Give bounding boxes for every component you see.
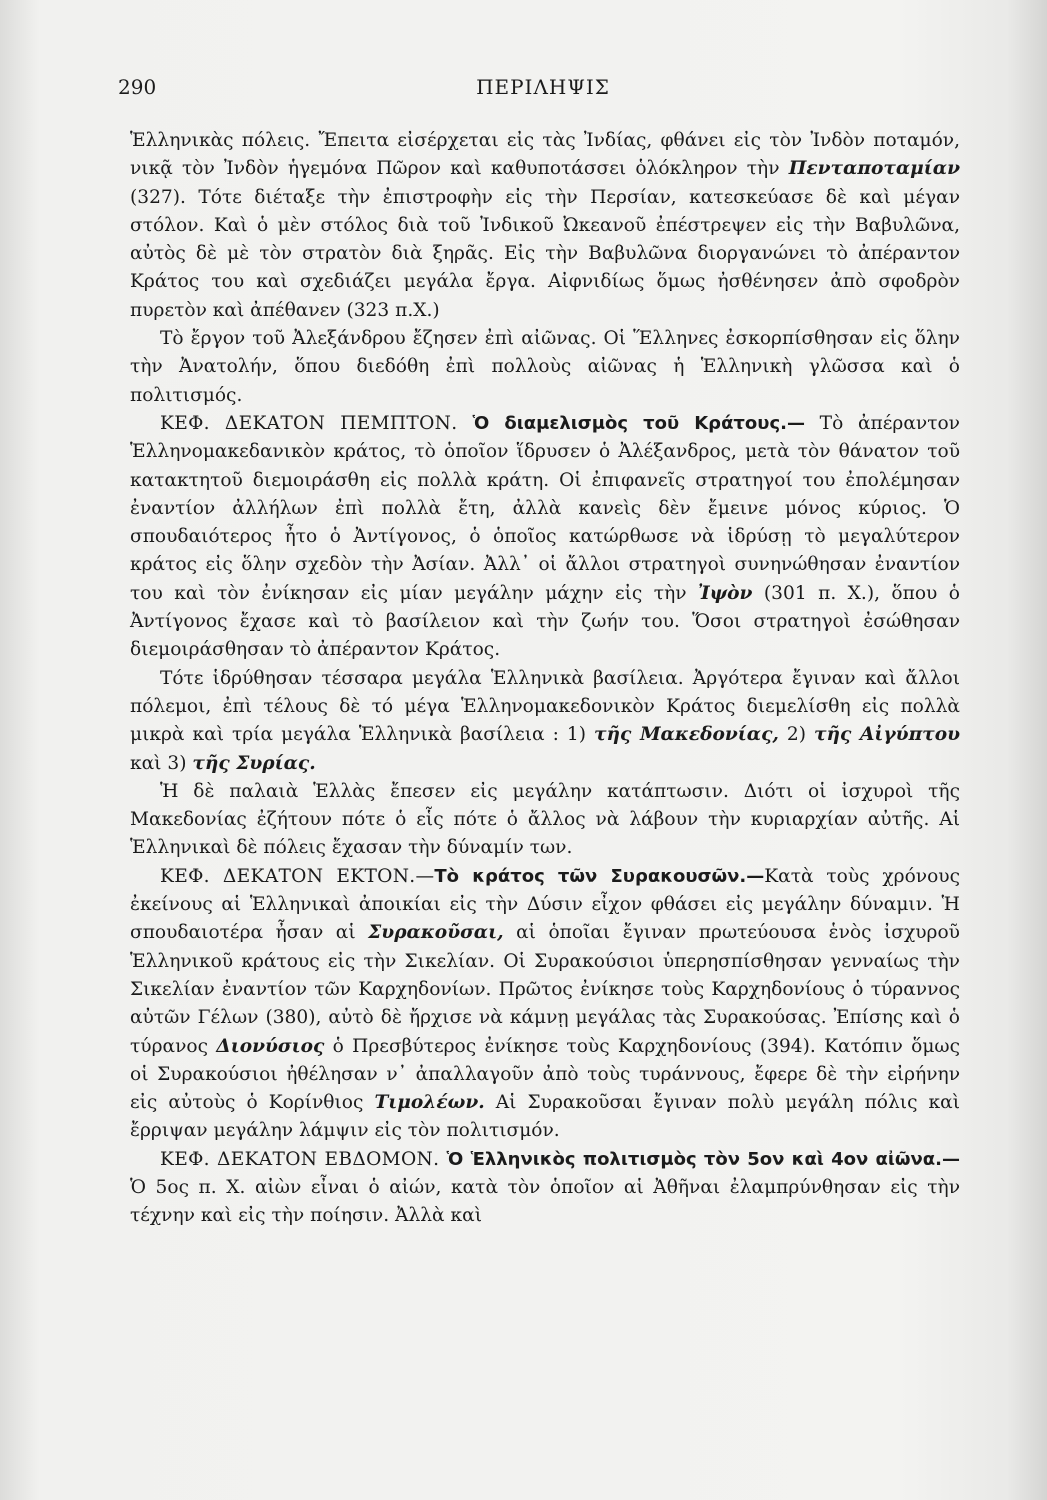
text-run: Ἑλληνικὰς πόλεις. Ἔπειτα εἰσέρχεται εἰς τὰς Ἰνδίας, φθάνει εἰς τὸν Ἰνδὸν ποταμόν, νικᾷ τὸν Ἰνδὸν ἡγεμόνα Πῶρον καὶ καθυποτάσσει ὁλόκληρον τὴν: [130, 130, 960, 180]
emphasized-term: Πενταποταμίαν: [788, 158, 960, 180]
paragraph-p5: [130, 778, 960, 863]
page-number: 290: [118, 75, 157, 99]
emphasized-term: τῆς Συρίας.: [192, 752, 316, 774]
text-run: Τότε ἱδρύθησαν τέσσαρα μεγάλα Ἑλληνικὰ βασίλεια. Ἀργότερα ἔγιναν καὶ ἄλλοι πόλεμοι, ἐπὶ τέλους δὲ τό μέγα Ἑλληνομακεδονικὸν Κράτος διεμελίσθη εἰς πολλὰ μικρὰ καὶ τρία μεγάλα Ἑλληνικὰ βασίλεια : 1): [130, 667, 960, 746]
chapter-label: ΚΕΦ. ΔΕΚΑΤΟΝ ΕΒΔΟΜΟΝ.: [160, 1148, 447, 1170]
chapter-label: ΚΕΦ. ΔΕΚΑΤΟΝ ΠΕΜΠΤΟΝ.: [160, 412, 473, 434]
emphasized-term: Τιμολέων.: [374, 1092, 485, 1114]
text-run: αἱ ὁποῖαι ἔγιναν πρωτεύουσα ἑνὸς ἰσχυροῦ Ἑλληνικοῦ κράτους εἰς τὴν Σικελίαν. Οἱ Συρακούσιοι ὑπερησπίσθησαν γενναίως τὴν Σικελίαν ἐναντίον τῶν Καρχηδονίων. Πρῶτος ἐνίκησε τοὺς Καρχηδονίους ὁ τύραννος αὐτῶν Γέλων (380), αὐτὸ δὲ ἤρχισε νὰ κάμνῃ μεγάλας τὰς Συρακούσας. Ἐπίσης καὶ ὁ τύρανος: [130, 922, 960, 1057]
paragraph-p1: [130, 127, 960, 325]
chapter-label: ΚΕΦ. ΔΕΚΑΤΟΝ ΕΚΤΟΝ.—: [160, 865, 435, 887]
paragraph-p4: [130, 665, 960, 778]
text-run: Κατὰ τοὺς χρόνους ἐκείνους αἱ Ἑλληνικαὶ ἀποικίαι εἰς τὴν Δύσιν εἶχον φθάσει εἰς μεγάλην δύναμιν. Ἡ σπουδαιοτέρα ἦσαν αἱ: [130, 865, 960, 944]
text-run: καὶ 3): [130, 752, 193, 774]
emphasized-term: Συρακοῦσαι,: [368, 922, 504, 944]
text-run: Τὸ ἔργον τοῦ Ἀλεξάνδρου ἔζησεν ἐπὶ αἰῶνας. Οἱ Ἕλληνες ἐσκορπίσθησαν εἰς ὅλην τὴν Ἀνατολήν, ὅπου διεδόθη ἐπὶ πολλοὺς αἰῶνας ἡ Ἑλληνικὴ γλῶσσα καὶ ὁ πολιτισμός.: [130, 328, 960, 406]
emphasized-term: τῆς Αἰγύπτου: [814, 724, 960, 746]
paragraph-p2: [130, 325, 960, 410]
text-run: (301 π. Χ.), ὅπου ὁ Ἀντίγονος ἔχασε καὶ τὸ βασίλειον καὶ τὴν ζωήν του. Ὅσοι στρατηγοὶ ἐσώθησαν διεμοιράσθησαν τὸ ἀπέραντον Κράτος.: [130, 582, 960, 661]
text-run: Ἡ δὲ παλαιὰ Ἑλλὰς ἔπεσεν εἰς μεγάλην κατάπτωσιν. Διότι οἱ ἰσχυροὶ τῆς Μακεδονίας ἐζήτουν πότε ὁ εἷς πότε ὁ ἄλλος νὰ λάβουν τὴν κυριαρχίαν αὐτῆς. Αἱ Ἑλληνικαὶ δὲ πόλεις ἔχασαν τὴν δύναμίν των.: [130, 780, 960, 859]
chapter-title: Ὁ Ἑλληνικὸς πολιτισμὸς τὸν 5ον καὶ 4ον αἰῶνα.—: [446, 1148, 960, 1170]
emphasized-term: Διονύσιος: [216, 1035, 325, 1057]
paragraph-p3: [130, 410, 960, 665]
text-run: (327). Τότε διέταξε τὴν ἐπιστροφὴν εἰς τὴν Περσίαν, κατεσκεύασε δὲ καὶ μέγαν στόλον. Καὶ ὁ μὲν στόλος διὰ τοῦ Ἰνδικοῦ Ὠκεανοῦ ἐπέστρεψεν εἰς τὴν Βαβυλῶνα, αὐτὸς δὲ μὲ τὸν στρατὸν διὰ ξηρᾶς. Εἰς τὴν Βαβυλῶνα διοργανώνει τὸ ἀπέραντον Κράτος του καὶ σχεδιάζει μεγάλα ἔργα. Αἰφνιδίως ὅμως ἠσθένησεν ἀπὸ σφοδρὸν πυρετὸν καὶ ἀπέθανεν (323 π.Χ.): [130, 186, 960, 321]
page-edge-shadow: [1007, 0, 1047, 1500]
emphasized-term: Ἰψὸν: [697, 582, 753, 604]
text-run: Τὸ ἀπέραντον Ἑλληνομακεδανικὸν κράτος, τὸ ὁποῖον ἵδρυσεν ὁ Ἀλέξανδρος, μετὰ τὸν θάνατον τοῦ κατακτητοῦ διεμοιράσθη εἰς πολλὰ κράτη. Οἱ ἐπιφανεῖς στρατηγοί του ἐπολέμησαν ἐναντίον ἀλλήλων ἐπὶ πολλὰ ἔτη, ἀλλὰ κανεὶς δὲν ἔμεινε μόνος κύριος. Ὁ σπουδαιότερος ἦτο ὁ Ἀντίγονος, ὁ ὁποῖος κατώρθωσε νὰ ἱδρύσῃ τὸ μεγαλύτερον κράτος εἰς ὅλην σχεδὸν τὴν Ἀσίαν. Ἀλλ᾽ οἱ ἄλλοι στρατηγοὶ συνηνώθησαν ἐναντίον του καὶ τὸν ἐνίκησαν εἰς μίαν μεγάλην μάχην εἰς τὴν: [130, 412, 960, 604]
running-title: ΠΕΡΙΛΗΨΙΣ: [476, 75, 610, 99]
emphasized-term: τῆς Μακεδονίας,: [594, 724, 779, 746]
chapter-title: Ὁ διαμελισμὸς τοῦ Κράτους.—: [472, 412, 805, 434]
paragraph-p6: [130, 863, 960, 1146]
text-run: Ὁ 5ος π. Χ. αἰὼν εἶναι ὁ αἰών, κατὰ τὸν ὁποῖον αἱ Ἀθῆναι ἐλαμπρύνθησαν εἰς τὴν τέχνην καὶ εἰς τὴν ποίησιν. Ἀλλὰ καὶ: [130, 1176, 960, 1227]
page-header: [118, 75, 968, 105]
text-run: 2): [778, 724, 815, 746]
text-run: ὁ Πρεσβύτερος ἐνίκησε τοὺς Καρχηδονίους (394). Κατόπιν ὅμως οἱ Συρακούσιοι ἠθέλησαν ν᾽ ἀπαλλαγοῦν ἀπὸ τοὺς τυράννους, ἔφερε δὲ τὴν εἰρήνην εἰς αὐτοὺς ὁ Κορίνθιος: [130, 1035, 960, 1114]
chapter-title: Τὸ κράτος τῶν Συρακουσῶν.—: [434, 865, 765, 887]
body-text: [130, 127, 960, 1231]
paragraph-p7: [130, 1146, 960, 1231]
text-run: Αἱ Συρακοῦσαι ἔγιναν πολὺ μεγάλη πόλις καὶ ἔρριψαν μεγάλην λάμψιν εἰς τὸν πολιτισμόν.: [130, 1092, 960, 1142]
